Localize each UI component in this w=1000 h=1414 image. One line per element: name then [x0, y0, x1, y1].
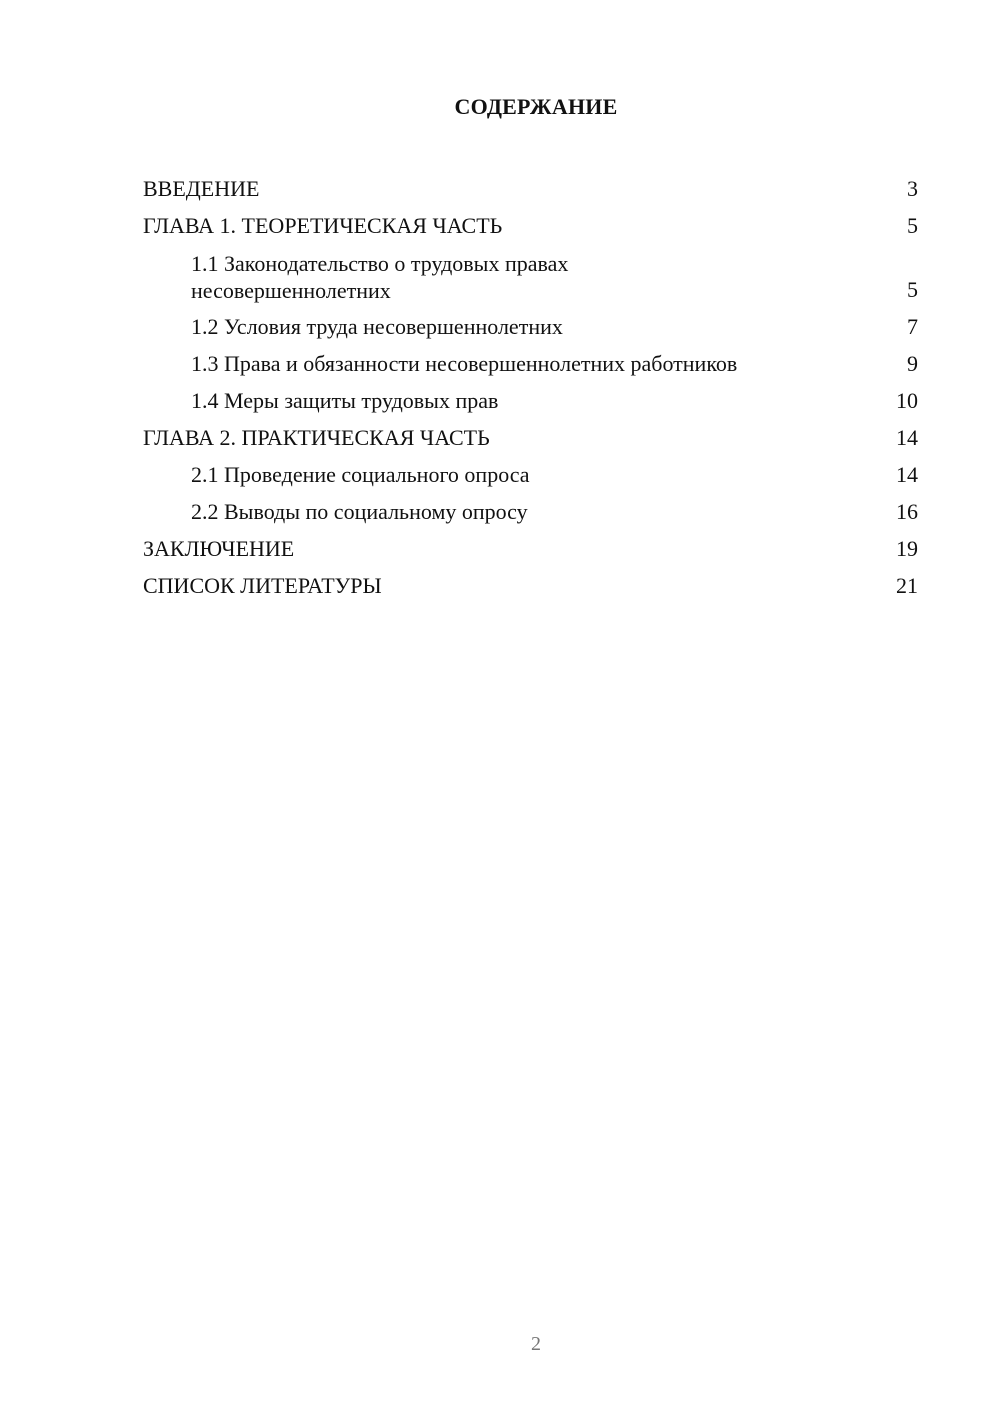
toc-entry-section-2-1 — [143, 455, 918, 492]
toc-entry-page: 7 — [907, 314, 918, 339]
toc-entry-page: 3 — [907, 176, 918, 201]
toc-entry-chapter-2 — [143, 418, 918, 455]
toc-entry-page: 19 — [896, 536, 918, 561]
toc-entry-page: 5 — [907, 213, 918, 238]
toc-entry-page: 14 — [896, 462, 918, 487]
table-of-contents — [143, 169, 918, 603]
toc-entry-section-1-1 — [143, 243, 918, 307]
toc-entry-chapter-1 — [143, 206, 918, 243]
toc-entry-section-2-2 — [143, 492, 918, 529]
toc-entry-label: 2.1 Проведение социального опроса — [191, 462, 530, 487]
toc-entry-page: 14 — [896, 425, 918, 450]
toc-entry-label: ВВЕДЕНИЕ — [143, 176, 260, 201]
toc-entry-section-1-4 — [143, 381, 918, 418]
toc-entry-page: 16 — [896, 499, 918, 524]
toc-entry-section-1-2 — [143, 307, 918, 344]
toc-entry-label: ЗАКЛЮЧЕНИЕ — [143, 536, 295, 561]
toc-title: СОДЕРЖАНИЕ — [454, 94, 618, 119]
toc-entry-section-1-3 — [143, 344, 918, 381]
toc-entry-page: 9 — [907, 351, 918, 376]
toc-entry-label: 1.3 Права и обязанности несовершеннолетних работников — [191, 351, 738, 376]
toc-entry-bibliography — [143, 566, 918, 603]
toc-entry-conclusion — [143, 529, 918, 566]
toc-entry-introduction — [143, 169, 918, 206]
toc-entry-label: ГЛАВА 2. ПРАКТИЧЕСКАЯ ЧАСТЬ — [143, 425, 490, 450]
toc-entry-page: 10 — [896, 388, 918, 413]
toc-entry-label: 2.2 Выводы по социальному опросу — [191, 499, 528, 524]
toc-entry-page: 5 — [907, 277, 918, 302]
toc-entry-page: 21 — [896, 573, 918, 598]
toc-entry-label: 1.4 Меры защиты трудовых прав — [191, 388, 499, 413]
toc-entry-label: СПИСОК ЛИТЕРАТУРЫ — [143, 573, 382, 598]
toc-entry-label: 1.2 Условия труда несовершеннолетних — [191, 314, 563, 339]
page-number: 2 — [531, 1333, 541, 1355]
toc-entry-label: ГЛАВА 1. ТЕОРЕТИЧЕСКАЯ ЧАСТЬ — [143, 213, 503, 238]
toc-entry-label: 1.1 Законодательство о трудовых правах несовершеннолетних — [191, 251, 569, 303]
